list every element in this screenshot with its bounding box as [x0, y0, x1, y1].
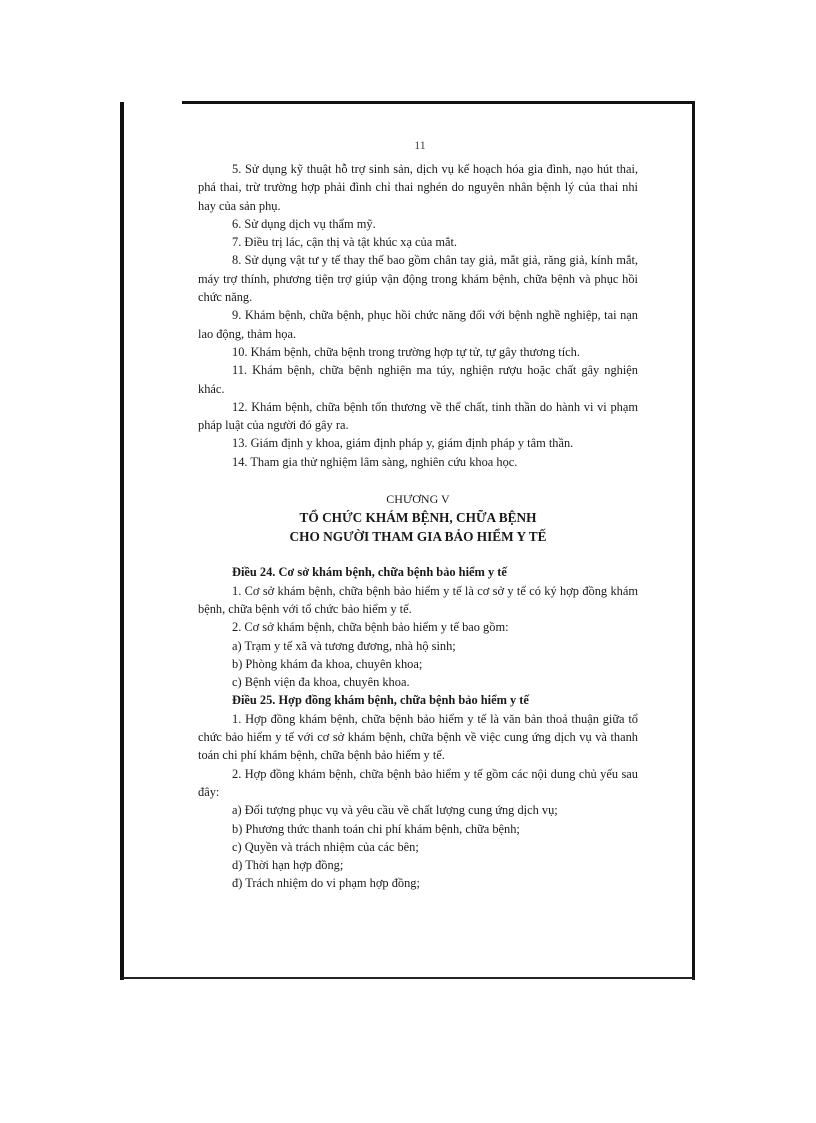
- article-24-heading: Điều 24. Cơ sở khám bệnh, chữa bệnh bảo hiểm y tế: [232, 565, 507, 580]
- list-item: 7. Điều trị lác, cận thị và tật khúc xạ của mắt.: [232, 235, 458, 250]
- chapter-title-line-2: CHO NGƯỜI THAM GIA BẢO HIỂM Y TẾ: [289, 529, 547, 545]
- list-item: 5. Sử dụng kỹ thuật hỗ trợ sinh sản, dịch vụ kế hoạch hóa gia đình, nạo hút thai, phá thai, trừ trường hợp phải đình chỉ thai nghén do nguyên nhân bệnh lý của thai nhi hay của sản phụ.: [198, 162, 638, 213]
- chapter-label: CHƯƠNG V: [386, 492, 450, 507]
- article-25-point-d: d) Thời hạn hợp đồng;: [232, 858, 344, 873]
- article-25-heading: Điều 25. Hợp đồng khám bệnh, chữa bệnh bảo hiểm y tế: [232, 693, 529, 708]
- left-border-rule: [120, 102, 124, 980]
- right-border-rule: [692, 102, 695, 980]
- bottom-border-rule: [122, 977, 694, 979]
- list-item: 13. Giám định y khoa, giám định pháp y, giám định pháp y tâm thần.: [232, 436, 574, 451]
- list-item: 10. Khám bệnh, chữa bệnh trong trường hợp tự tử, tự gây thương tích.: [232, 344, 580, 359]
- article-24-point-a: a) Trạm y tế xã và tương đương, nhà hộ sinh;: [232, 638, 456, 653]
- article-25-point-dd: đ) Trách nhiệm do vi phạm hợp đồng;: [232, 876, 420, 891]
- article-25-point-a: a) Đối tượng phục vụ và yêu cầu về chất lượng cung ứng dịch vụ;: [232, 803, 558, 818]
- list-item: 11. Khám bệnh, chữa bệnh nghiện ma túy, nghiện rượu hoặc chất gây nghiện khác.: [198, 363, 638, 396]
- list-item: 6. Sử dụng dịch vụ thẩm mỹ.: [232, 216, 376, 231]
- document-body: [198, 160, 638, 893]
- page-number: 11: [414, 138, 426, 152]
- article-25-point-c: c) Quyền và trách nhiệm của các bên;: [232, 839, 419, 854]
- chapter-title-line-1: TỔ CHỨC KHÁM BỆNH, CHỮA BỆNH: [299, 510, 537, 526]
- list-item: 9. Khám bệnh, chữa bệnh, phục hồi chức năng đối với bệnh nghề nghiệp, tai nạn lao động, thảm họa.: [198, 308, 638, 341]
- article-24-clause-2: 2. Cơ sở khám bệnh, chữa bệnh bảo hiểm y tế bao gồm:: [232, 620, 509, 635]
- list-item: 12. Khám bệnh, chữa bệnh tổn thương về thể chất, tinh thần do hành vi vi phạm pháp luật của người đó gây ra.: [198, 399, 638, 433]
- article-25-clause-1: 1. Hợp đồng khám bệnh, chữa bệnh bảo hiểm y tế là văn bản thoả thuận giữa tổ chức bảo hiểm y tế với cơ sở khám bệnh, chữa bệnh về việc cung ứng dịch vụ và thanh toán chi phí khám bệnh, chữa bệnh bảo hiểm y tế.: [198, 711, 638, 763]
- article-24-clause-1: 1. Cơ sở khám bệnh, chữa bệnh bảo hiểm y tế là cơ sở y tế có ký hợp đồng khám bệnh, chữa bệnh với tổ chức bảo hiểm y tế.: [198, 583, 638, 616]
- article-24-point-c: c) Bệnh viện đa khoa, chuyên khoa.: [232, 675, 410, 690]
- list-item: 14. Tham gia thử nghiệm lâm sàng, nghiên cứu khoa học.: [232, 454, 518, 469]
- top-border-rule: [182, 101, 695, 104]
- article-25-clause-2: 2. Hợp đồng khám bệnh, chữa bệnh bảo hiểm y tế gồm các nội dung chủ yếu sau đây:: [198, 766, 638, 799]
- list-item: 8. Sử dụng vật tư y tế thay thế bao gồm chân tay giả, mắt giả, răng giả, kính mắt, máy trợ thính, phương tiện trợ giúp vận động trong khám bệnh, chữa bệnh và phục hồi chức năng.: [198, 253, 638, 305]
- article-24-point-b: b) Phòng khám đa khoa, chuyên khoa;: [232, 656, 423, 671]
- article-25-point-b: b) Phương thức thanh toán chi phí khám bệnh, chữa bệnh;: [232, 821, 520, 836]
